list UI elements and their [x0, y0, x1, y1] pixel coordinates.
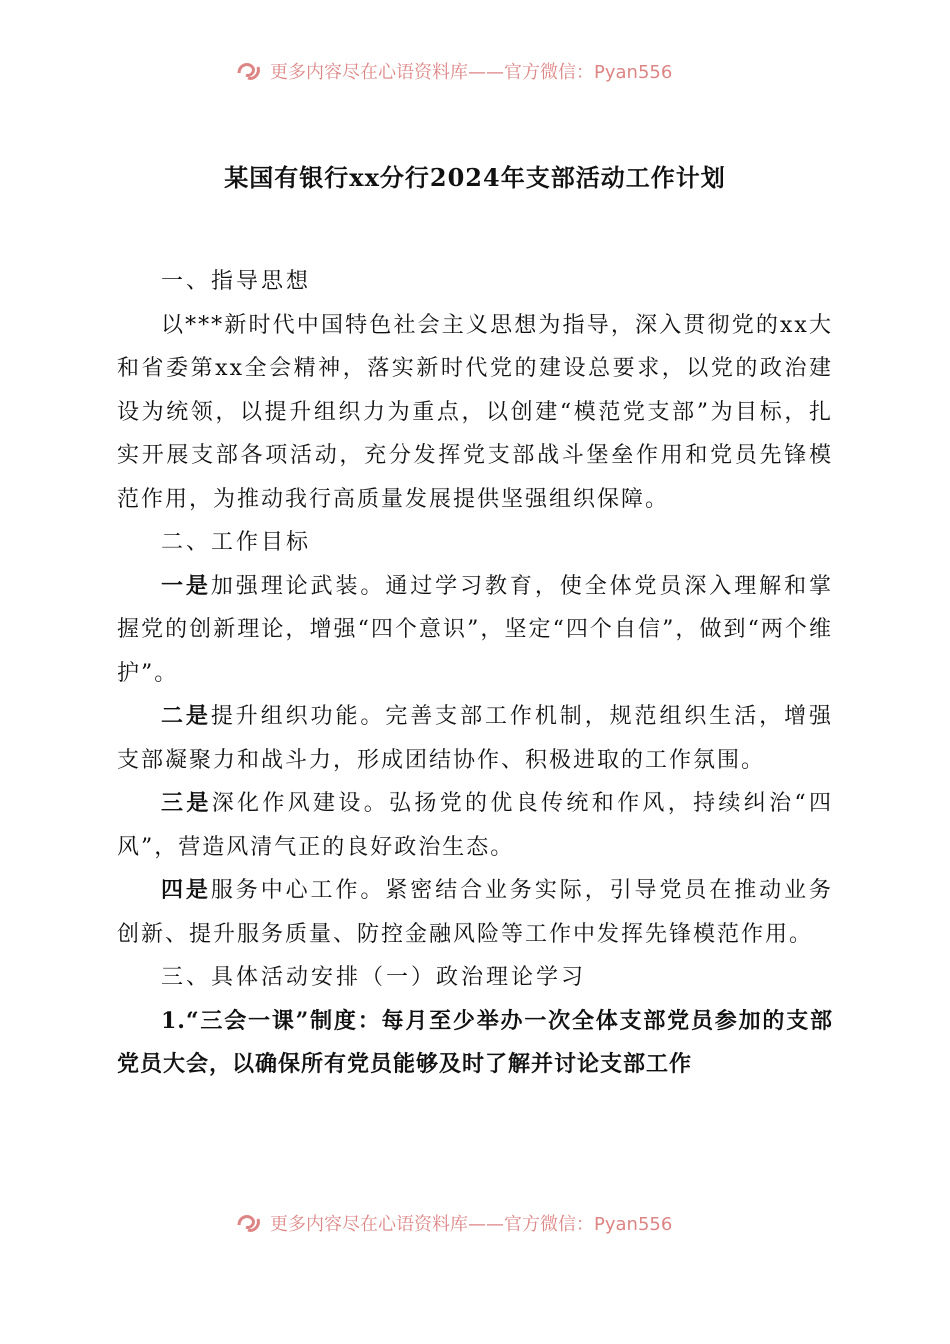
watermark-banner-top — [236, 58, 672, 84]
section-2-heading: 二、工作目标 — [161, 530, 312, 555]
section-3-heading: 三、具体活动安排（一）政治理论学习 — [161, 965, 587, 990]
goal-item-2 — [117, 695, 833, 782]
goal-item-3 — [117, 782, 833, 869]
goal-item-4-lead: 四是 — [161, 877, 211, 903]
watermark-logo-icon — [236, 58, 262, 84]
goal-item-2-text: 提升组织功能。完善支部工作机制，规范组织生活，增强支部凝聚力和战斗力，形成团结协作、积极进取的工作氛围。 — [117, 704, 833, 773]
goal-item-3-text: 深化作风建设。弘扬党的优良传统和作风，持续纠治“四风”，营造风清气正的良好政治生态。 — [117, 791, 833, 860]
goal-item-4 — [117, 869, 833, 956]
goal-item-2-lead: 二是 — [161, 703, 211, 729]
watermark-text: 更多内容尽在心语资料库——官方微信：Pyan556 — [270, 1214, 673, 1235]
goal-item-4-text: 服务中心工作。紧密结合业务实际，引导党员在推动业务创新、提升服务质量、防控金融风险等工作中发挥先锋模范作用。 — [117, 878, 833, 947]
watermark-text: 更多内容尽在心语资料库——官方微信：Pyan556 — [270, 62, 673, 83]
document-body — [117, 260, 833, 1087]
page-title: 某国有银行xx分行2024年支部活动工作计划 — [224, 163, 726, 192]
goal-item-1-text: 加强理论武装。通过学习教育，使全体党员深入理解和掌握党的创新理论，增强“四个意识”，坚定“四个自信”，做到“两个维护”。 — [117, 573, 833, 686]
goal-item-1-lead: 一是 — [161, 572, 211, 599]
watermark-logo-icon — [236, 1210, 262, 1236]
section-1-paragraph: 以***新时代中国特色社会主义思想为指导，深入贯彻党的xx大和省委第xx全会精神，落实新时代党的建设总要求，以党的政治建设为统领，以提升组织力为重点，以创建“模范党支部”为目标，扎实开展支部各项活动，充分发挥党支部战斗堡垒作用和党员先锋模范作用，为推动我行高质量发展提供坚强组织保障。 — [117, 312, 833, 512]
goal-item-3-lead: 三是 — [161, 790, 212, 816]
section-1-heading: 一、指导思想 — [161, 269, 312, 294]
watermark-banner-bottom — [236, 1210, 672, 1236]
activity-item-1: 1.“三会一课”制度：每月至少举办一次全体支部党员参加的支部党员大会，以确保所有党员能够及时了解并讨论支部工作 — [117, 1007, 833, 1077]
goal-item-1 — [117, 565, 833, 696]
